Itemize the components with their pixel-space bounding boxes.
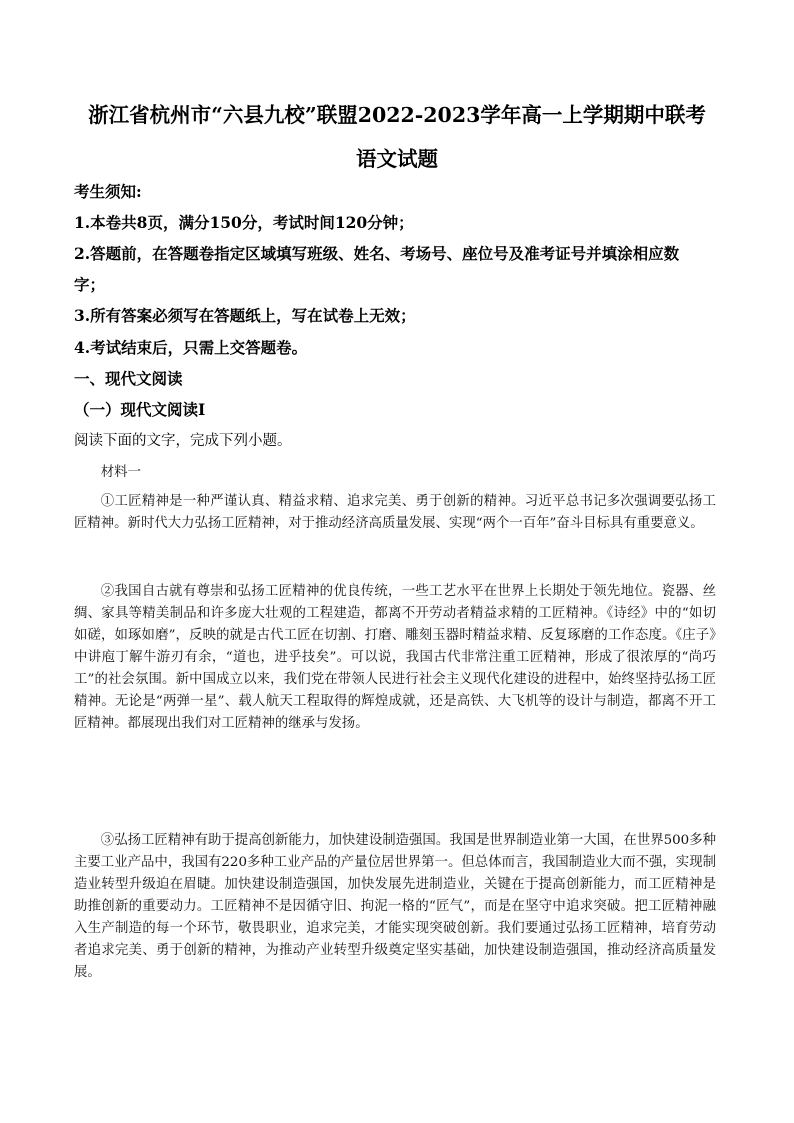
section-heading: 一、现代文阅读 — [74, 369, 183, 388]
exam-title: 浙江省杭州市“六县九校”联盟2022-2023学年高一上学期期中联考 — [88, 103, 706, 127]
reading-instruction: 阅读下面的文字，完成下列小题。 — [74, 433, 292, 449]
notice-heading: 考生须知: — [74, 182, 142, 201]
material-paragraph-1: ①工匠精神是一种严谨认真、精益求精、追求完美、勇于创新的精神。习近平总书记多次强调要弘扬工匠精神。新时代大力弘扬工匠精神，对于推动经济高质量发展、实现“两个一百年”奋斗目标具有重要意义。 — [74, 494, 716, 531]
exam-subject: 语文试题 — [356, 147, 438, 171]
notice-item-2: 2.答题前，在答题卷指定区域填写班级、姓名、考场号、座位号及准考证号并填涂相应数 — [74, 244, 680, 263]
notice-item-1: 1.本卷共8页，满分150分，考试时间120分钟； — [74, 213, 414, 232]
notice-item-3: 3.所有答案必须写在答题纸上，写在试卷上无效； — [74, 306, 416, 325]
section-subheading: （一）现代文阅读Ⅰ — [74, 400, 206, 419]
notice-item-2-cont: 字； — [74, 275, 106, 294]
notice-item-4: 4.考试结束后，只需上交答题卷。 — [74, 338, 308, 357]
material-paragraph-3: ③弘扬工匠精神有助于提高创新能力，加快建设制造强国。我国是世界制造业第一大国，在世界500多种主要工业产品中，我国有220多种工业产品的产量位居世界第一。但总体而言，我国制造业大而不强，实现制造业转型升级迫在眉睫。加快建设制造强国，加快发展先进制造业，关键在于提高创新能力，而工匠精神是助推创新的重要动力。工匠精神不是因循守旧、拘泥一格的“匠气”，而是在坚守中追求突破。把工匠精神融入生产制造的每一个环节，敬畏职业，追求完美，才能实现突破创新。我们要通过弘扬工匠精神，培育劳动者追求完美、勇于创新的精神，为推动产业转型升级奠定坚实基础，加快建设制造强国，推动经济高质量发展。 — [74, 833, 716, 980]
material-label: 材料一 — [100, 465, 141, 480]
material-paragraph-2: ②我国自古就有尊崇和弘扬工匠精神的优良传统，一些工艺水平在世界上长期处于领先地位。瓷器、丝绸、家具等精美制品和许多庞大壮观的工程建造，都离不开劳动者精益求精的工匠精神。《诗经》中的“如切如磋，如琢如磨”，反映的就是古代工匠在切割、打磨、雕刻玉器时精益求精、反复琢磨的工作态度。《庄子》中讲庖丁解牛游刃有余，“道也，进乎技矣”。可以说，我国古代非常注重工匠精神，形成了很浓厚的“尚巧工”的社会氛围。新中国成立以来，我们党在带领人民进行社会主义现代化建设的进程中，始终坚持弘扬工匠精神。无论是“两弹一星”、载人航天工程取得的辉煌成就，还是高铁、大飞机等的设计与制造，都离不开工匠精神。都展现出我们对工匠精神的继承与发扬。 — [74, 584, 716, 731]
